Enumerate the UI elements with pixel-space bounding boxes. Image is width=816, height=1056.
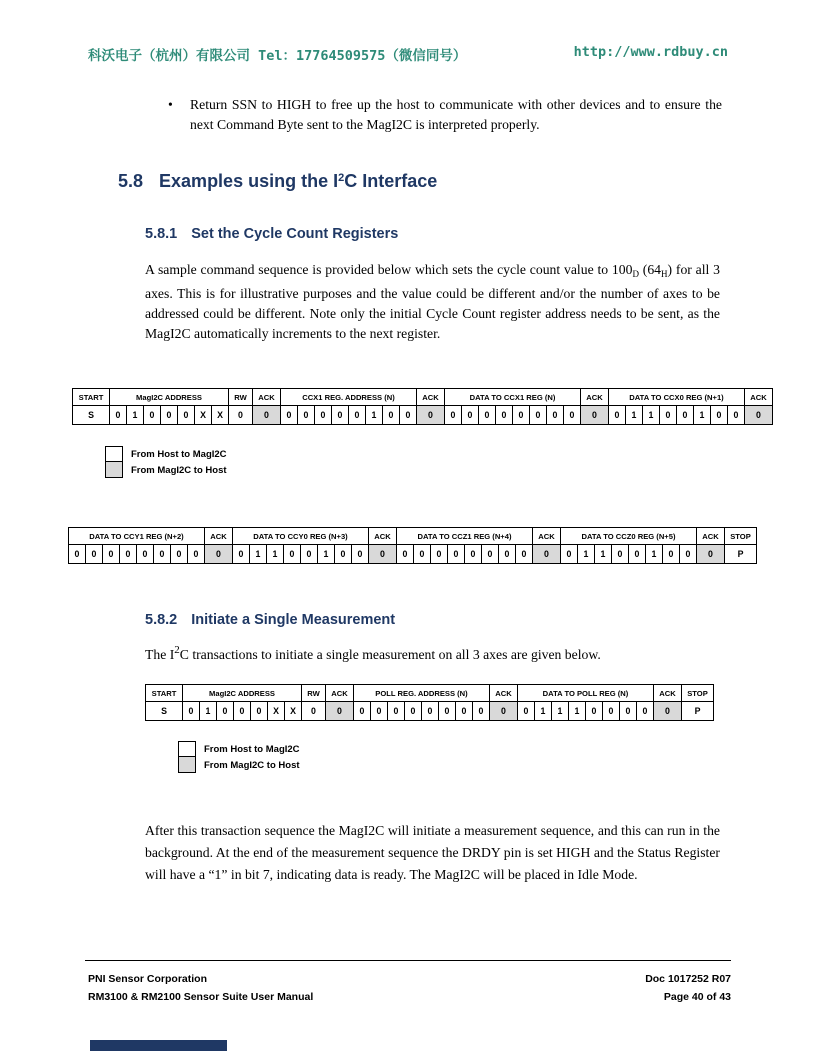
bit-sequence-table bbox=[68, 527, 757, 564]
bit-cell: 0 bbox=[448, 545, 465, 564]
subscript-h: H bbox=[661, 269, 668, 279]
bitfield-group-label: RW bbox=[302, 685, 326, 702]
bitfield-group-label: ACK bbox=[253, 389, 281, 406]
bit-cell: 0 bbox=[473, 702, 490, 721]
section-title-end: C Interface bbox=[344, 171, 438, 191]
bit-cell: 0 bbox=[302, 702, 326, 721]
paragraph-text: ) for all 3 axes. This is for illustrative purposes and the value could be different and/or the number of axes to be addressed could be different. Note only the initial Cycle Count register address needs to be sent, as the MagI2C automatically increments to the next register. bbox=[145, 262, 720, 341]
bit-cell: 0 bbox=[637, 702, 654, 721]
bit-cell: X bbox=[285, 702, 302, 721]
section-title: Set the Cycle Count Registers bbox=[191, 226, 399, 242]
bit-cell: 0 bbox=[178, 406, 195, 425]
bit-cell: 1 bbox=[646, 545, 663, 564]
bit-sequence-table bbox=[145, 684, 714, 721]
bit-cell: 0 bbox=[609, 406, 626, 425]
gray-swatch-icon bbox=[105, 461, 123, 478]
header-url-link[interactable]: http://www.rdbuy.cn bbox=[573, 44, 728, 60]
bit-cell: S bbox=[146, 702, 183, 721]
legend-label: From Host to MagI2C bbox=[131, 448, 227, 460]
section-heading-5-8-1 bbox=[145, 226, 398, 242]
bit-cell: 0 bbox=[422, 702, 439, 721]
bitfield-group-label: START bbox=[73, 389, 110, 406]
bit-cell: 0 bbox=[603, 702, 620, 721]
bit-cell: 1 bbox=[552, 702, 569, 721]
bullet-item bbox=[168, 95, 722, 134]
bit-cell: 0 bbox=[103, 545, 120, 564]
bit-cell: 0 bbox=[513, 406, 530, 425]
bit-cell: 1 bbox=[626, 406, 643, 425]
footer-page-number: Page 40 of 43 bbox=[663, 991, 731, 1003]
bit-cell: 0 bbox=[465, 545, 482, 564]
bit-cell: 0 bbox=[439, 702, 456, 721]
bit-cell: 1 bbox=[127, 406, 144, 425]
legend-row-mag bbox=[178, 757, 300, 773]
bit-cell: 0 bbox=[137, 545, 154, 564]
bit-cell: 0 bbox=[229, 406, 253, 425]
bit-cell: 0 bbox=[663, 545, 680, 564]
bitfield-group-label: ACK bbox=[490, 685, 518, 702]
bit-cell: 0 bbox=[414, 545, 431, 564]
i2c-sequence-table-1 bbox=[72, 388, 773, 425]
bit-cell: 0 bbox=[335, 545, 352, 564]
page-header bbox=[88, 44, 728, 64]
bit-cell: 0 bbox=[188, 545, 205, 564]
bit-cell: 0 bbox=[405, 702, 422, 721]
bitfield-group-label: ACK bbox=[654, 685, 682, 702]
paragraph-text: The I bbox=[145, 647, 175, 662]
bit-cell: 0 bbox=[69, 545, 86, 564]
legend-label: From MagI2C to Host bbox=[204, 759, 300, 771]
bit-cell: X bbox=[212, 406, 229, 425]
bitfield-group-label: ACK bbox=[205, 528, 233, 545]
bit-cell: 1 bbox=[694, 406, 711, 425]
bitfield-group-label: ACK bbox=[326, 685, 354, 702]
bit-cell: 0 bbox=[352, 545, 369, 564]
bit-cell: 0 bbox=[745, 406, 773, 425]
bit-cell: 1 bbox=[643, 406, 660, 425]
company-header-text: 科沃电子（杭州）有限公司 Tel：17764509575（微信同号） bbox=[88, 48, 467, 64]
bit-cell: 0 bbox=[161, 406, 178, 425]
bit-cell: 1 bbox=[200, 702, 217, 721]
bit-cell: 0 bbox=[234, 702, 251, 721]
superscript-2: 2 bbox=[174, 644, 180, 656]
bitfield-group-label: CCX1 REG. ADDRESS (N) bbox=[281, 389, 417, 406]
bit-cell: 0 bbox=[629, 545, 646, 564]
paragraph-text: C transactions to initiate a single measurement on all 3 axes are given below. bbox=[179, 647, 601, 662]
bit-cell: 0 bbox=[371, 702, 388, 721]
bitfield-group-label: MagI2C ADDRESS bbox=[183, 685, 302, 702]
bitfield-group-label: DATA TO CCY1 REG (N+2) bbox=[69, 528, 205, 545]
bit-cell: 0 bbox=[547, 406, 564, 425]
bit-cell: 0 bbox=[496, 406, 513, 425]
section-number: 5.8.1 bbox=[145, 226, 178, 242]
bit-cell: 0 bbox=[660, 406, 677, 425]
white-swatch-icon bbox=[105, 446, 123, 463]
paragraph-after-transaction: After this transaction sequence the MagI2C will initiate a measurement sequence, and this can run in the background. At the end of the measurement sequence the DRDY pin is set HIGH and the Status Register will have a “1” in bit 7, indicating data is ready. The MagI2C will be placed in Idle Mode. bbox=[145, 823, 720, 882]
bit-cell: 0 bbox=[417, 406, 445, 425]
footer-divider bbox=[85, 960, 731, 961]
paragraph-cycle-count bbox=[145, 260, 720, 344]
bit-cell: 0 bbox=[680, 545, 697, 564]
bit-cell: 0 bbox=[516, 545, 533, 564]
bit-cell: 0 bbox=[711, 406, 728, 425]
bit-cell: 0 bbox=[281, 406, 298, 425]
bit-cell: 1 bbox=[535, 702, 552, 721]
gray-swatch-icon bbox=[178, 756, 196, 773]
bitfield-group-label: DATA TO CCZ1 REG (N+4) bbox=[397, 528, 533, 545]
footer-doc-number: Doc 1017252 R07 bbox=[645, 973, 731, 985]
bit-cell: 0 bbox=[383, 406, 400, 425]
legend-label: From MagI2C to Host bbox=[131, 464, 227, 476]
bit-cell: 0 bbox=[354, 702, 371, 721]
bit-cell: 0 bbox=[677, 406, 694, 425]
legend-row-host bbox=[178, 741, 300, 757]
bitfield-group-label: ACK bbox=[417, 389, 445, 406]
bit-cell: 0 bbox=[533, 545, 561, 564]
white-swatch-icon bbox=[178, 741, 196, 758]
bit-cell: 0 bbox=[586, 702, 603, 721]
bit-cell: 1 bbox=[318, 545, 335, 564]
bit-cell: 1 bbox=[250, 545, 267, 564]
i2c-sequence-table-3 bbox=[145, 684, 714, 721]
bit-cell: 0 bbox=[400, 406, 417, 425]
legend-row-host bbox=[105, 446, 227, 462]
bit-cell: 0 bbox=[315, 406, 332, 425]
bit-cell: P bbox=[682, 702, 714, 721]
paragraph-text: (64 bbox=[638, 262, 662, 277]
bit-cell: S bbox=[73, 406, 110, 425]
bitfield-group-label: DATA TO CCX1 REG (N) bbox=[445, 389, 581, 406]
bitfield-group-label: START bbox=[146, 685, 183, 702]
bitfield-group-label: ACK bbox=[533, 528, 561, 545]
footer-accent-bar bbox=[90, 1040, 227, 1051]
bit-cell: 0 bbox=[326, 702, 354, 721]
bit-cell: 0 bbox=[154, 545, 171, 564]
section-title: Examples using the I bbox=[159, 171, 339, 191]
bit-cell: 0 bbox=[490, 702, 518, 721]
bitfield-group-label: RW bbox=[229, 389, 253, 406]
bit-cell: 0 bbox=[298, 406, 315, 425]
bit-cell: 0 bbox=[205, 545, 233, 564]
bit-cell: 0 bbox=[144, 406, 161, 425]
bit-cell: 0 bbox=[253, 406, 281, 425]
i2c-sequence-table-2 bbox=[68, 527, 757, 564]
bit-cell: 0 bbox=[431, 545, 448, 564]
bitfield-group-label: POLL REG. ADDRESS (N) bbox=[354, 685, 490, 702]
bit-cell: 0 bbox=[332, 406, 349, 425]
bit-cell: 0 bbox=[518, 702, 535, 721]
bit-cell: X bbox=[268, 702, 285, 721]
bit-cell: 0 bbox=[445, 406, 462, 425]
bitfield-group-label: DATA TO CCX0 REG (N+1) bbox=[609, 389, 745, 406]
bit-cell: 0 bbox=[612, 545, 629, 564]
bullet-icon: • bbox=[168, 97, 173, 112]
footer-left bbox=[88, 970, 313, 1006]
bit-cell: 0 bbox=[349, 406, 366, 425]
bit-cell: 0 bbox=[301, 545, 318, 564]
bit-cell: 1 bbox=[595, 545, 612, 564]
bit-cell: 0 bbox=[456, 702, 473, 721]
subscript-d: D bbox=[632, 269, 639, 279]
section-number: 5.8.2 bbox=[145, 612, 178, 628]
bitfield-group-label: ACK bbox=[369, 528, 397, 545]
section-heading-5-8 bbox=[118, 171, 437, 192]
superscript-2: 2 bbox=[338, 172, 345, 184]
bitfield-group-label: MagI2C ADDRESS bbox=[110, 389, 229, 406]
section-number: 5.8 bbox=[118, 171, 144, 191]
bit-cell: X bbox=[195, 406, 212, 425]
bit-cell: 0 bbox=[462, 406, 479, 425]
bit-cell: 0 bbox=[620, 702, 637, 721]
bit-cell: 0 bbox=[120, 545, 137, 564]
bit-cell: 0 bbox=[581, 406, 609, 425]
paragraph-single-measurement-intro bbox=[145, 640, 720, 665]
bitfield-group-label: DATA TO POLL REG (N) bbox=[518, 685, 654, 702]
bitfield-group-label: DATA TO CCY0 REG (N+3) bbox=[233, 528, 369, 545]
bit-cell: 1 bbox=[578, 545, 595, 564]
bullet-text: Return SSN to HIGH to free up the host to communicate with other devices and to ensure the next Command Byte sent to the MagI2C is interpreted properly. bbox=[190, 97, 722, 132]
legend-label: From Host to MagI2C bbox=[204, 743, 300, 755]
bit-cell: 0 bbox=[654, 702, 682, 721]
bit-cell: 0 bbox=[217, 702, 234, 721]
section-title: Initiate a Single Measurement bbox=[191, 612, 396, 628]
bit-cell: 0 bbox=[561, 545, 578, 564]
legend bbox=[105, 446, 227, 478]
bit-sequence-table bbox=[72, 388, 773, 425]
bit-cell: 0 bbox=[86, 545, 103, 564]
bit-cell: 0 bbox=[530, 406, 547, 425]
bit-cell: 1 bbox=[366, 406, 383, 425]
bit-cell: 0 bbox=[499, 545, 516, 564]
bitfield-group-label: STOP bbox=[682, 685, 714, 702]
bit-cell: 0 bbox=[697, 545, 725, 564]
bit-cell: 0 bbox=[388, 702, 405, 721]
bit-cell: 0 bbox=[479, 406, 496, 425]
bit-cell: 0 bbox=[110, 406, 127, 425]
bit-cell: 0 bbox=[564, 406, 581, 425]
bitfield-group-label: DATA TO CCZ0 REG (N+5) bbox=[561, 528, 697, 545]
bit-cell: 0 bbox=[233, 545, 250, 564]
bitfield-group-label: STOP bbox=[725, 528, 757, 545]
footer-company: PNI Sensor Corporation bbox=[88, 973, 208, 985]
paragraph-text: A sample command sequence is provided below which sets the cycle count value to 100 bbox=[145, 262, 633, 277]
bit-cell: 0 bbox=[369, 545, 397, 564]
bit-cell: 0 bbox=[251, 702, 268, 721]
legend bbox=[178, 741, 300, 773]
footer-right bbox=[645, 970, 731, 1006]
legend-row-mag bbox=[105, 462, 227, 478]
bit-cell: 0 bbox=[728, 406, 745, 425]
bitfield-group-label: ACK bbox=[697, 528, 725, 545]
section-heading-5-8-2 bbox=[145, 612, 395, 628]
bit-cell: 0 bbox=[183, 702, 200, 721]
footer-manual-title: RM3100 & RM2100 Sensor Suite User Manual bbox=[88, 991, 314, 1003]
bit-cell: 0 bbox=[284, 545, 301, 564]
bitfield-group-label: ACK bbox=[745, 389, 773, 406]
bit-cell: 0 bbox=[171, 545, 188, 564]
bit-cell: 0 bbox=[397, 545, 414, 564]
bit-cell: 0 bbox=[482, 545, 499, 564]
bit-cell: 1 bbox=[267, 545, 284, 564]
bitfield-group-label: ACK bbox=[581, 389, 609, 406]
bit-cell: 1 bbox=[569, 702, 586, 721]
bit-cell: P bbox=[725, 545, 757, 564]
